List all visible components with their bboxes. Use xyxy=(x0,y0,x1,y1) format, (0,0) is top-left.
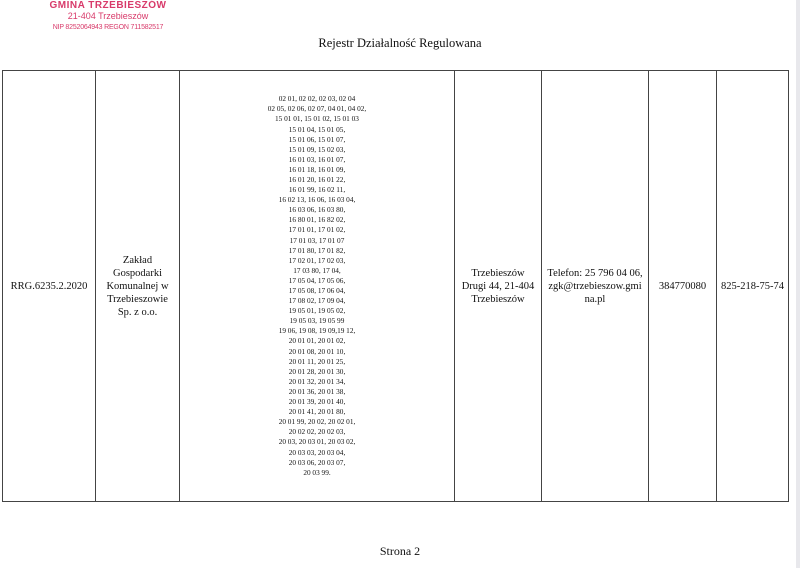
municipality-stamp xyxy=(44,0,172,33)
stamp-address: 21-404 Trzebieszów xyxy=(67,11,149,21)
waste-code-line: 19 05 03, 19 05 99 xyxy=(289,316,345,326)
waste-code-line: 16 01 18, 16 01 09, xyxy=(288,164,346,174)
register-table xyxy=(2,70,789,502)
waste-code-line: 16 01 20, 16 01 22, xyxy=(288,174,346,184)
email-text: zgk@trzebieszow.gmina.pl xyxy=(548,280,642,305)
waste-code-line: 17 02 01, 17 02 03, xyxy=(288,255,346,265)
waste-code-line: 16 02 13, 16 06, 16 03 04, xyxy=(278,195,356,205)
waste-code-line: 20 01 08, 20 01 10, xyxy=(288,346,346,356)
table-row xyxy=(3,71,789,502)
waste-code-line: 20 01 99, 20 02, 20 02 01, xyxy=(278,417,356,427)
waste-code-line: 17 05 04, 17 05 06, xyxy=(288,275,346,285)
regon-cell: 384770080 xyxy=(649,71,717,502)
waste-code-line: 16 80 01, 16 82 02, xyxy=(288,215,346,225)
waste-code-line: 17 01 01, 17 01 02, xyxy=(288,225,346,235)
waste-code-line: 16 03 06, 16 03 80, xyxy=(288,205,346,215)
waste-code-line: 15 01 04, 15 01 05, xyxy=(288,124,346,134)
waste-code-line: 20 01 32, 20 01 34, xyxy=(288,376,346,386)
page-number: Strona 2 xyxy=(379,544,421,558)
company-cell: Zakład Gospodarki Komunalnej w Trzebieszowie Sp. z o.o. xyxy=(96,71,180,502)
waste-code-line: 19 06, 19 08, 19 09,19 12, xyxy=(278,326,356,336)
waste-code-line: 16 01 03, 16 01 07, xyxy=(288,154,346,164)
page-edge xyxy=(796,0,800,568)
waste-code-line: 20 01 41, 20 01 80, xyxy=(288,407,346,417)
stamp-name: GMINA TRZEBIESZÓW xyxy=(49,0,167,11)
waste-code-line: 17 01 03, 17 01 07 xyxy=(289,235,345,245)
reg-number-cell: RRG.6235.2.2020 xyxy=(3,71,96,502)
phone-text: Telefon: 25 796 04 06, xyxy=(547,267,643,279)
waste-code-line: 20 01 28, 20 01 30, xyxy=(288,366,346,376)
stamp-ids: NIP 8252064943 REGON 711582517 xyxy=(52,24,164,31)
waste-code-line: 16 01 99, 16 02 11, xyxy=(288,185,346,195)
waste-code-line: 20 03, 20 03 01, 20 03 02, xyxy=(278,437,356,447)
waste-code-line: 17 08 02, 17 09 04, xyxy=(288,296,346,306)
waste-code-line: 15 01 01, 15 01 02, 15 01 03 xyxy=(275,114,359,124)
nip-cell: 825-218-75-74 xyxy=(717,71,789,502)
waste-code-line: 15 01 06, 15 01 07, xyxy=(288,134,346,144)
address-cell: Trzebieszów Drugi 44, 21-404 Trzebieszów xyxy=(455,71,542,502)
waste-code-line: 20 01 36, 20 01 38, xyxy=(288,386,346,396)
waste-code-line: 20 01 01, 20 01 02, xyxy=(288,336,346,346)
waste-code-line: 20 03 99. xyxy=(303,467,331,477)
waste-code-line: 17 01 80, 17 01 82, xyxy=(288,245,346,255)
waste-code-line: 19 05 01, 19 05 02, xyxy=(288,306,346,316)
document-title: Rejestr Działalność Regulowana xyxy=(318,36,482,50)
waste-code-line: 15 01 09, 15 02 03, xyxy=(288,144,346,154)
contact-cell xyxy=(542,71,649,502)
waste-code-line: 20 03 03, 20 03 04, xyxy=(288,447,346,457)
waste-code-line: 20 02 02, 20 02 03, xyxy=(288,427,346,437)
waste-code-line: 02 05, 02 06, 02 07, 04 01, 04 02, xyxy=(267,104,367,114)
waste-code-line: 02 01, 02 02, 02 03, 02 04 xyxy=(278,94,356,104)
waste-code-line: 20 01 39, 20 01 40, xyxy=(288,397,346,407)
waste-codes-cell xyxy=(180,71,455,502)
waste-code-line: 20 03 06, 20 03 07, xyxy=(288,457,346,467)
waste-code-line: 17 05 08, 17 06 04, xyxy=(288,286,346,295)
waste-code-line: 20 01 11, 20 01 25, xyxy=(288,356,346,366)
waste-code-line: 17 03 80, 17 04, xyxy=(293,265,341,275)
